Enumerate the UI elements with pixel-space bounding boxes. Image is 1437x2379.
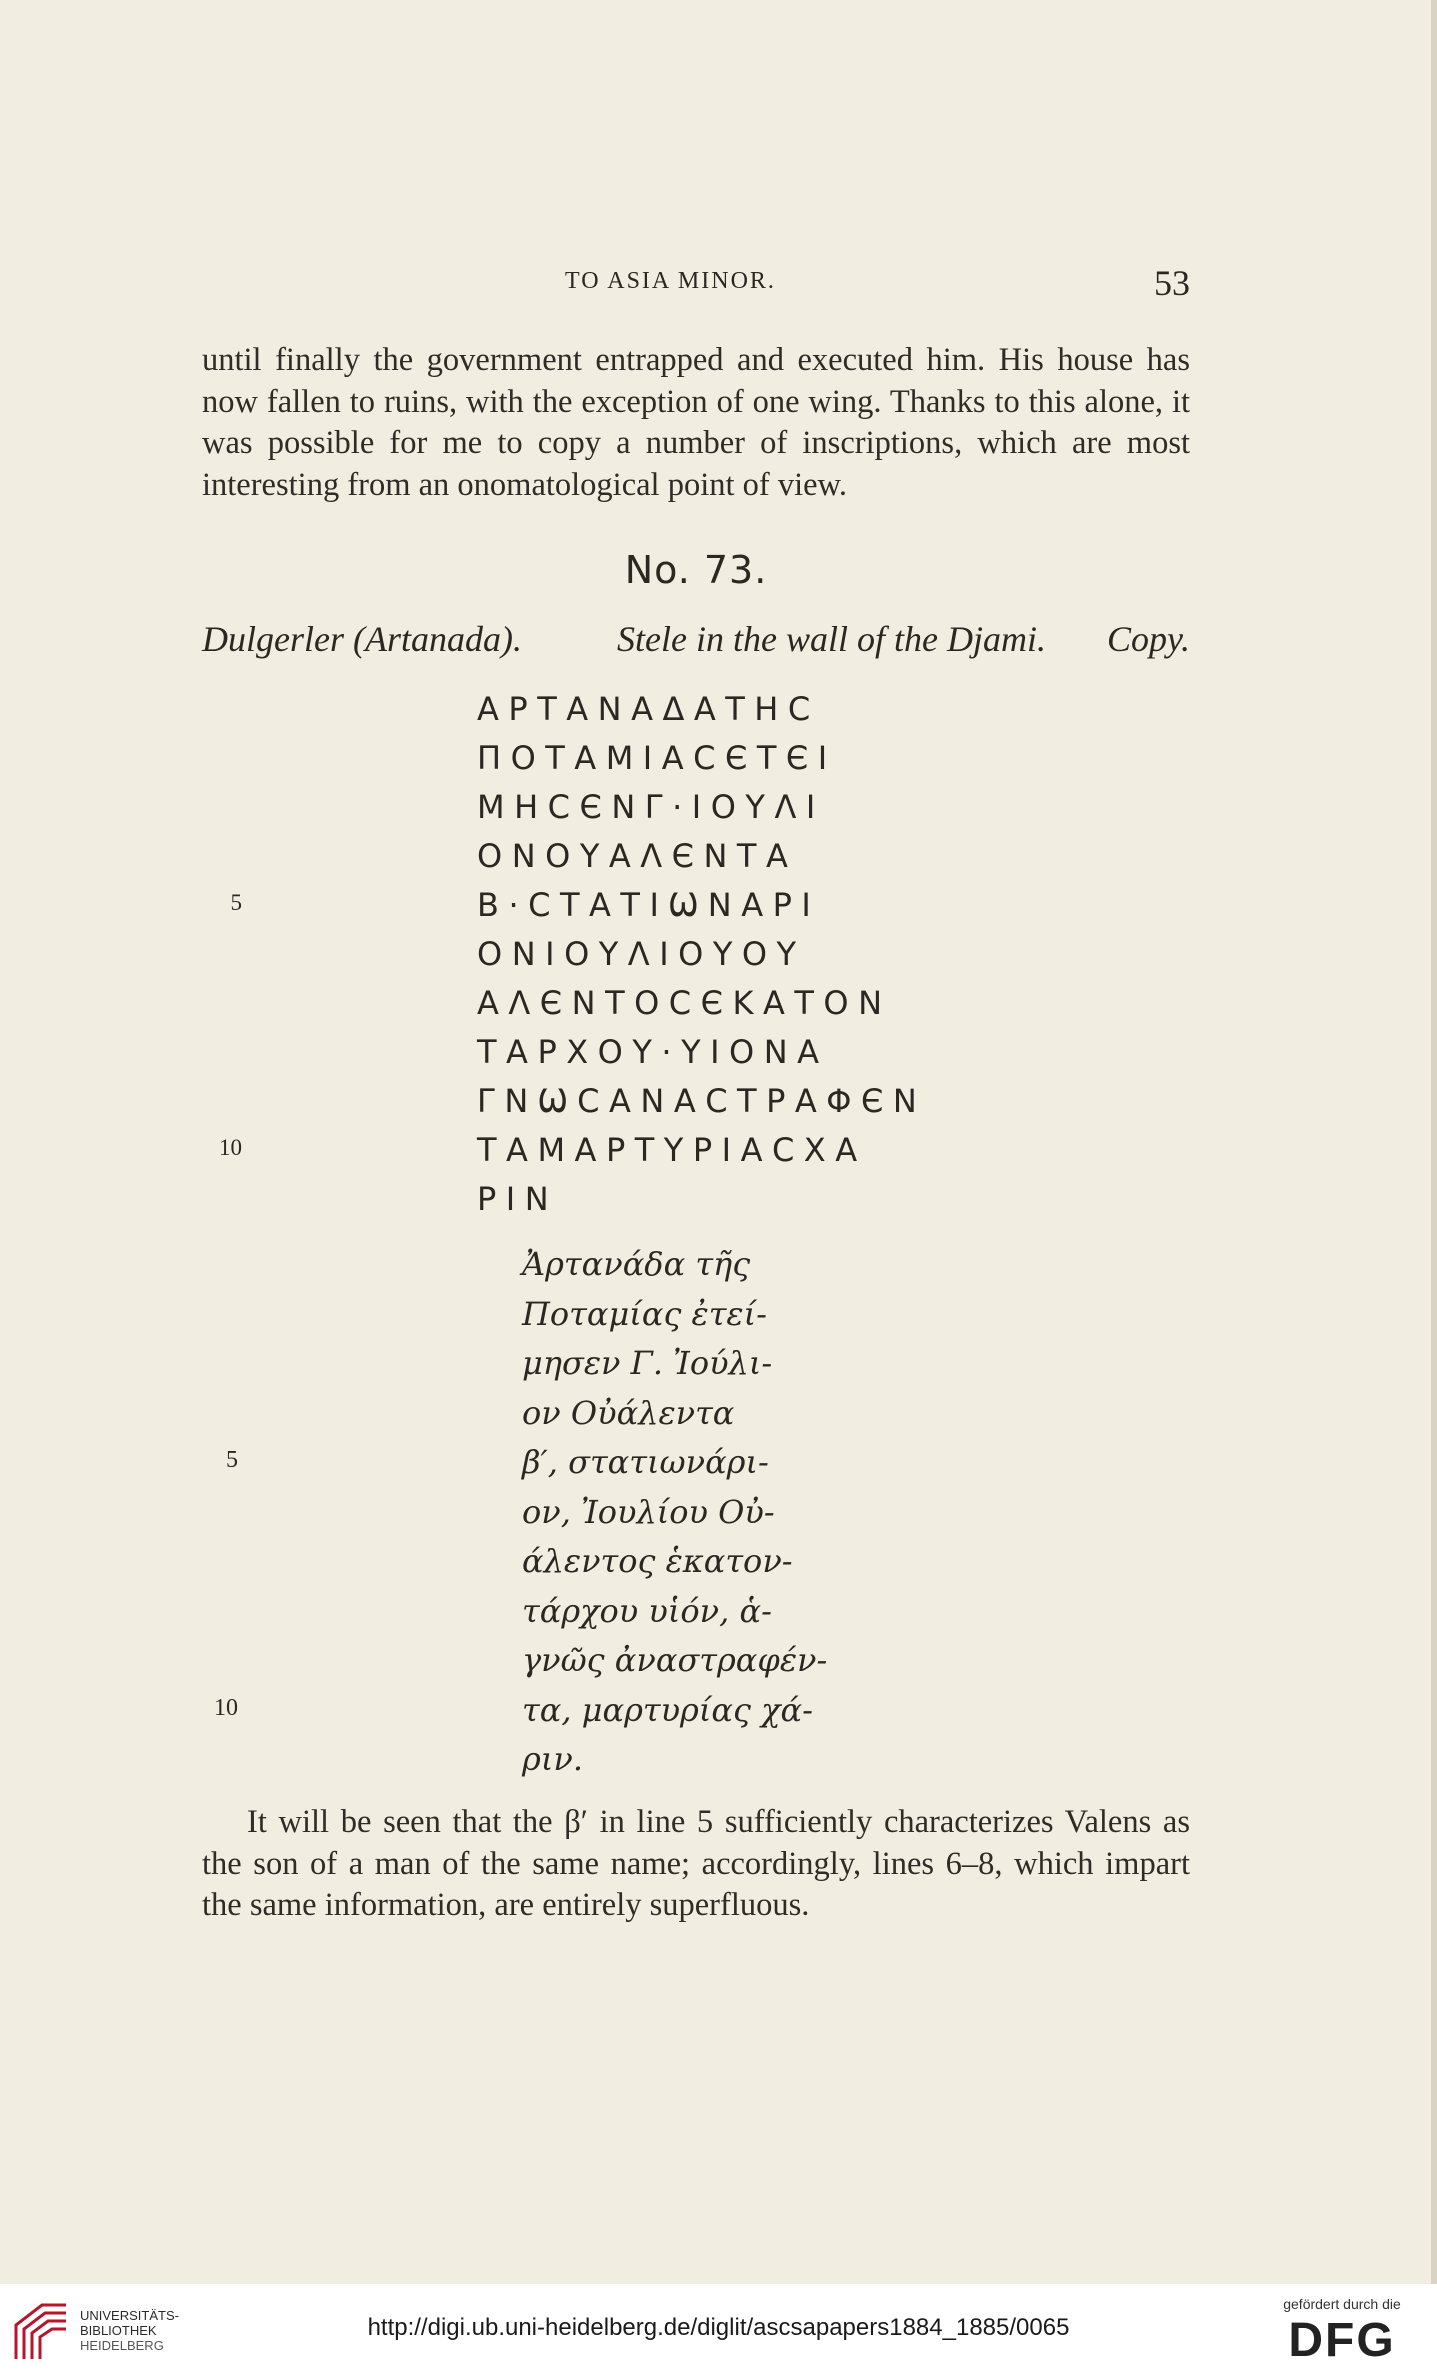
transcription-line: β′, στατιωνάρι-	[522, 1443, 769, 1481]
transcription-line: ον, Ἰουλίου Οὐ-	[522, 1492, 775, 1531]
transcription-line: μησεν Γ. Ἰούλι-	[522, 1344, 773, 1382]
subtitle-description: Stele in the wall of the Djami.	[617, 619, 1046, 659]
inscription-line: ΟΝΟΥΑΛЄΝΤΑ	[477, 837, 798, 875]
inscription-line: Β·CΤΑΤΙѠΝΑΡΙ	[477, 886, 821, 924]
running-head	[202, 263, 1190, 308]
page-number: 53	[1154, 263, 1190, 303]
source-url-link[interactable]: http://digi.ub.uni-heidelberg.de/diglit/ascsapapers1884_1885/0065	[367, 2314, 1070, 2341]
inscription-line: ΤΑΡΧΟΥ·ΥΙΟΝΑ	[477, 1033, 829, 1071]
inscription-line: ΡΙΝ	[477, 1180, 559, 1218]
transcription-line-number: 5	[226, 1447, 238, 1473]
inscription-line: ΜΗCЄΝΓ·ΙΟΥΛΙ	[477, 788, 825, 826]
transcription-line: τα, μαρτυρίας χά-	[522, 1690, 813, 1729]
inscription-line: ΓΝѠCΑΝΑCΤΡΑΦЄΝ	[477, 1082, 927, 1120]
digitization-footer	[0, 2284, 1437, 2379]
funder-text: gefördert durch die	[1283, 2296, 1401, 2312]
transcription-line: Ἀρτανάδα τῆς	[522, 1245, 751, 1283]
transcription-line: γνῶς ἀναστραφέν-	[522, 1641, 828, 1679]
paragraph-commentary: It will be seen that the β′ in line 5 sufficiently characterizes Valens as the son of a man of the same name; accordingly, lines 6–8, which impart the same information, are entirely superfluous.	[202, 1804, 1190, 1923]
inscription-line-number: 5	[230, 890, 242, 915]
transcription-line-number: 10	[214, 1694, 238, 1721]
running-title: TO ASIA MINOR.	[565, 268, 776, 294]
transcription-line: τάρχου υἱόν, ἁ-	[522, 1591, 772, 1630]
subtitle-kind: Copy.	[1106, 619, 1190, 659]
library-line: UNIVERSITÄTS-	[80, 2308, 179, 2323]
library-line: HEIDELBERG	[80, 2338, 164, 2353]
dfg-logo: DFG	[1288, 2314, 1396, 2367]
inscription-line: ΟΝΙΟΥΛΙΟΥΟΥ	[477, 935, 806, 973]
transcription-line: ον Οὐάλεντα	[522, 1393, 735, 1432]
paragraph-intro: until finally the government entrapped and executed him. His house has now fallen to ruins, with the exception of one wing. Thanks to this alone, it was possible for me to copy a number of inscriptions, which are most interesting from an onomatological point of view.	[202, 342, 1190, 503]
transcription-line: ριν.	[522, 1740, 583, 1778]
transcription-line: Ποταμίας ἐτεί-	[522, 1294, 767, 1333]
page-edge	[1431, 0, 1437, 2284]
inscription-line: ΤΑΜΑΡΤΥΡΙΑCΧΑ	[477, 1131, 867, 1169]
subtitle-place: Dulgerler (Artanada).	[202, 619, 522, 659]
library-line: BIBLIOTHEK	[80, 2323, 157, 2338]
inscription-line: ΠΟΤΑΜΙΑCЄΤЄΙ	[477, 739, 837, 777]
inscription-line: ΑΡΤΑΝΑΔΑΤΗC	[477, 690, 820, 728]
inscription-line-number: 10	[219, 1135, 242, 1160]
inscription-line: ΑΛЄΝΤΟCЄΚΑΤΟΝ	[477, 984, 892, 1022]
inscription-heading: No. 73.	[624, 548, 768, 592]
transcription-line: άλεντος ἑκατον-	[522, 1542, 793, 1580]
funder-block	[1267, 2296, 1417, 2366]
